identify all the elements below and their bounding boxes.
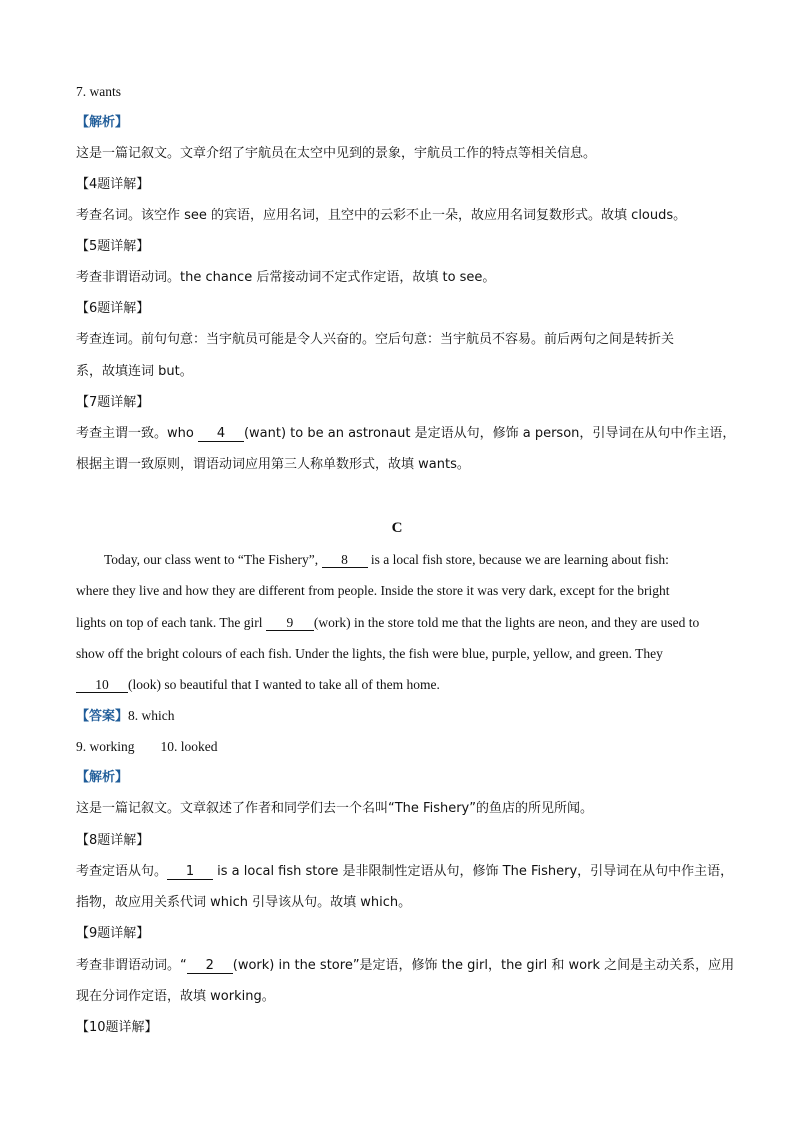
text-run: (want) to be an astronaut 是定语从句，修饰 a person，引导词在从句中作主语， [243, 426, 736, 441]
detail-heading-8: 【8题详解】 [76, 833, 150, 848]
detail-text-5: 考查非谓语动词。the chance 后常接动词不定式作定语，故填 to see。 [76, 270, 496, 285]
passage-line-2: where they live and how they are different from people. Inside the store it was very dark, except for the bright [76, 583, 670, 598]
detail-text-9-line2: 现在分词作定语，故填 working。 [76, 989, 275, 1004]
text-run: 考查主谓一致。who [76, 426, 198, 441]
blank-8: 8 [322, 552, 368, 568]
blank-1: 1 [167, 864, 213, 880]
text-run: (work) in the store told me that the lights are neon, and they are used to [313, 615, 700, 630]
detail-heading-6: 【6题详解】 [76, 301, 150, 316]
text-run: (look) so beautiful that I wanted to take all of them home. [128, 677, 440, 692]
detail-text-8-line2: 指物，故应用关系代词 which 引导该从句。故填 which。 [76, 895, 412, 910]
analysis-summary: 这是一篇记叙文。文章介绍了宇航员在太空中见到的景象，宇航员工作的特点等相关信息。 [76, 146, 597, 161]
detail-text-6-line1: 考查连词。前句句意：当宇航员可能是令人兴奋的。空后句意：当宇航员不容易。前后两句之间是转折关 [76, 332, 675, 347]
text-run: lights on top of each tank. The girl [76, 615, 266, 630]
blank-4: 4 [198, 426, 244, 442]
passage-line-5 [76, 676, 440, 694]
detail-heading-4: 【4题详解】 [76, 177, 150, 192]
answer-8: 8. which [128, 708, 175, 723]
detail-text-9-line1 [76, 957, 734, 975]
answer-10: 10. looked [160, 739, 218, 754]
text-run: 考查非谓语动词。“ [76, 958, 187, 973]
passage-line-3 [76, 614, 699, 632]
answer-tag: 【答案】 [76, 709, 129, 724]
detail-text-8-line1 [76, 863, 733, 881]
answer-line-8 [76, 707, 175, 726]
detail-heading-10: 【10题详解】 [76, 1020, 158, 1035]
analysis-heading-c: 【解析】 [76, 770, 129, 785]
passage-line-1 [104, 551, 669, 569]
text-run: is a local fish store 是非限制性定语从句，修饰 The Fishery，引导词在从句中作主语， [213, 864, 734, 879]
detail-text-6-line2: 系，故填连词 but。 [76, 364, 193, 379]
analysis-heading: 【解析】 [76, 115, 129, 130]
text-run: Today, our class went to “The Fishery”, [104, 552, 322, 567]
detail-text-7-line1 [76, 425, 735, 443]
text-run: 考查定语从句。 [76, 864, 168, 879]
blank-10: 10 [76, 677, 128, 693]
detail-heading-7: 【7题详解】 [76, 395, 150, 410]
blank-2: 2 [187, 958, 233, 974]
section-title: C [391, 520, 403, 536]
blank-9: 9 [266, 615, 314, 631]
answer-line-9-10 [76, 738, 218, 756]
detail-text-7-line2: 根据主谓一致原则，谓语动词应用第三人称单数形式，故填 wants。 [76, 457, 470, 472]
detail-heading-9: 【9题详解】 [76, 926, 150, 941]
analysis-summary-c: 这是一篇记叙文。文章叙述了作者和同学们去一个名叫“The Fishery”的鱼店的所见所闻。 [76, 801, 593, 816]
passage-line-4: show off the bright colours of each fish. Under the lights, the fish were blue, purple, yellow, and green. They [76, 646, 663, 661]
text-run: (work) in the store”是定语，修饰 the girl，the girl 和 work 之间是主动关系，应用 [232, 958, 735, 973]
text-run: is a local fish store, because we are learning about fish: [367, 552, 669, 567]
answer-line-7: 7. wants [76, 84, 121, 99]
detail-text-4: 考查名词。该空作 see 的宾语，应用名词，且空中的云彩不止一朵，故应用名词复数形式。故填 clouds。 [76, 208, 687, 223]
answer-9: 9. working [76, 739, 135, 754]
detail-heading-5: 【5题详解】 [76, 239, 150, 254]
